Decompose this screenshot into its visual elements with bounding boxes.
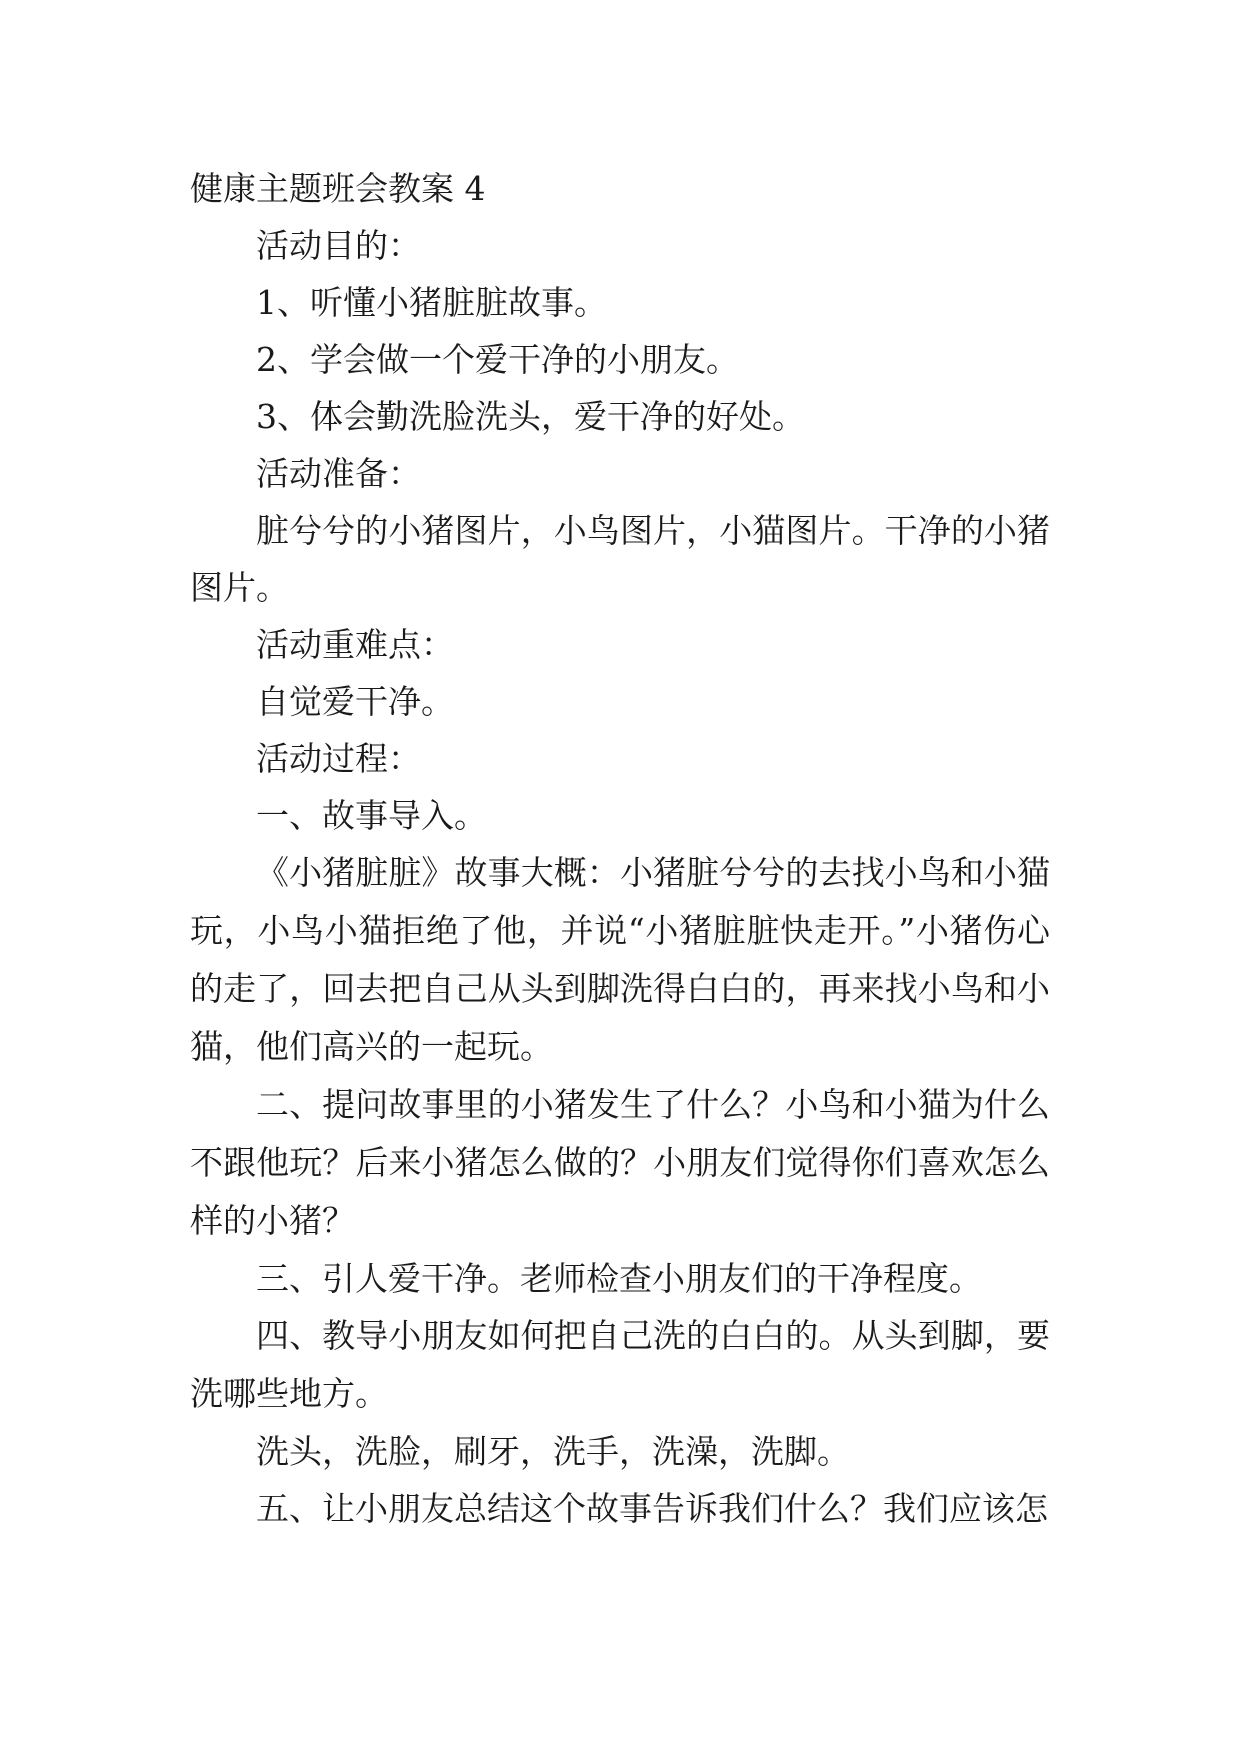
paragraph-prep-heading: 活动准备： xyxy=(256,454,421,493)
paragraph-step-2: 二、提问故事里的小猪发生了什么？小鸟和小猫为什么不跟他玩？后来小猪怎么做的？小朋友们觉得你们喜欢怎么样的小猪？ xyxy=(190,1085,1050,1240)
paragraph-goal-1: 1、听懂小猪脏脏故事。 xyxy=(256,283,607,322)
paragraph-wash-list: 洗头，洗脸，刷牙，洗手，洗澡，洗脚。 xyxy=(256,1432,850,1471)
paragraph-step-4: 四、教导小朋友如何把自己洗的白白的。从头到脚，要洗哪些地方。 xyxy=(190,1316,1050,1413)
paragraph-step-3: 三、引人爱干净。老师检查小朋友们的干净程度。 xyxy=(256,1259,982,1298)
paragraph-prep-body: 脏兮兮的小猪图片，小鸟图片，小猫图片。干净的小猪图片。 xyxy=(190,511,1050,607)
document-page xyxy=(190,160,1050,1537)
paragraph-step-1: 一、故事导入。 xyxy=(256,796,487,835)
paragraph-goal-heading: 活动目的： xyxy=(256,226,421,265)
paragraph-key-body: 自觉爱干净。 xyxy=(256,682,454,721)
paragraph-story: 《小猪脏脏》故事大概：小猪脏兮兮的去找小鸟和小猫玩，小鸟小猫拒绝了他，并说“小猪脏脏快走开。”小猪伤心的走了，回去把自己从头到脚洗得白白的，再来找小鸟和小猫，他们高兴的一起玩。 xyxy=(190,853,1050,1066)
paragraph-goal-3: 3、体会勤洗脸洗头，爱干净的好处。 xyxy=(256,397,805,436)
paragraph-step-5: 五、让小朋友总结这个故事告诉我们什么？我们应该怎 xyxy=(256,1489,1048,1528)
paragraph-goal-2: 2、学会做一个爱干净的小朋友。 xyxy=(256,340,739,379)
paragraph-key-heading: 活动重难点： xyxy=(256,625,454,664)
paragraph-process-heading: 活动过程： xyxy=(256,739,421,778)
document-title: 健康主题班会教案 4 xyxy=(190,169,486,208)
